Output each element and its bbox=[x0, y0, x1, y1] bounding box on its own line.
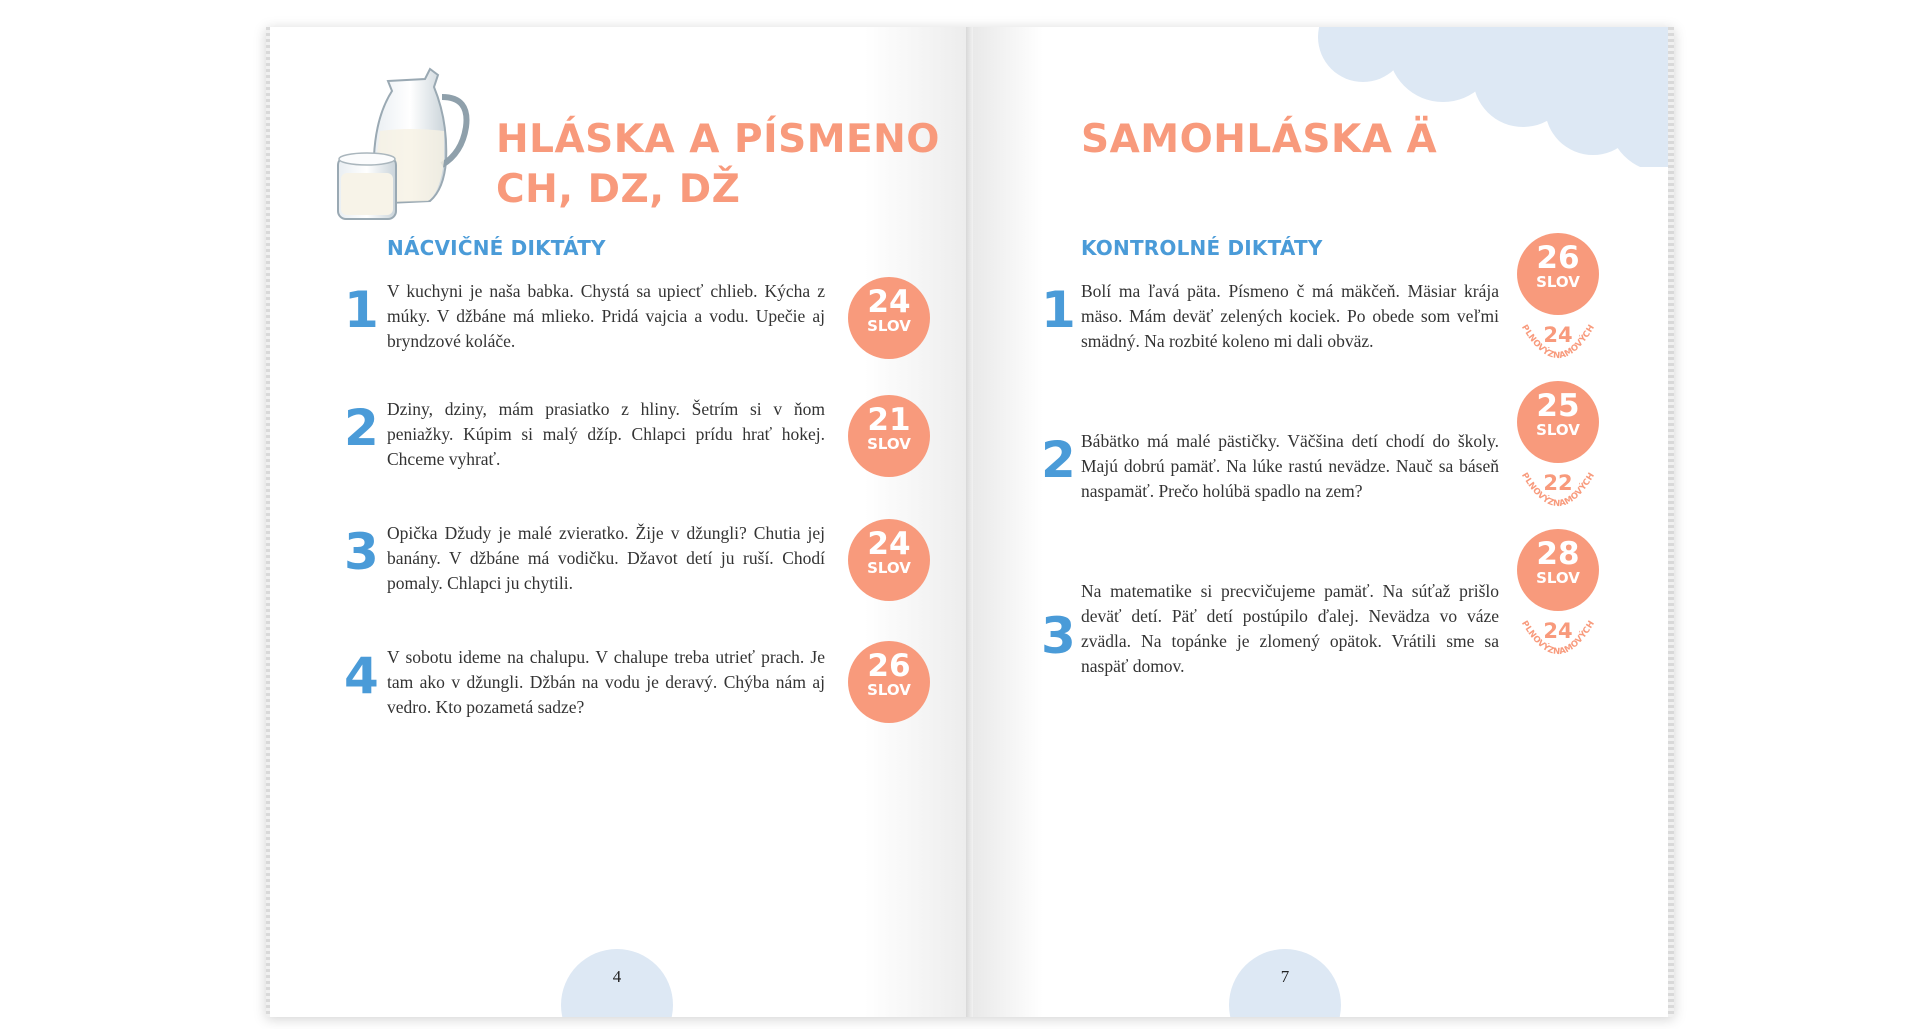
word-count-badge bbox=[1517, 381, 1599, 463]
dictation-text: Dziny, dziny, mám prasiatko z hliny. Šetrím si v ňom peniažky. Kúpim si malý džíp. Chlapci prídu hrať hokej. Chceme vyhrať. bbox=[387, 399, 825, 469]
page-edge-right bbox=[1668, 27, 1674, 1017]
word-count: 24 bbox=[867, 526, 911, 562]
svg-text:PLNOVÝZNAMOVÝCH bbox=[1519, 323, 1597, 361]
page-number: 7 bbox=[1280, 967, 1290, 986]
word-label: SLOV bbox=[867, 435, 911, 453]
page-title bbox=[496, 115, 940, 215]
dictation-number: 1 bbox=[344, 281, 379, 339]
dictation-number: 2 bbox=[344, 399, 379, 457]
word-count-badge bbox=[1517, 233, 1599, 315]
left-page bbox=[270, 27, 970, 1017]
word-count-badge bbox=[848, 277, 930, 359]
right-page bbox=[973, 27, 1673, 1017]
dictation-number: 4 bbox=[344, 647, 379, 705]
svg-text:PLNOVÝZNAMOVÝCH bbox=[1519, 619, 1597, 657]
dictation-number: 1 bbox=[1041, 281, 1076, 339]
dictation-text: Na matematike si precvičujeme pamäť. Na súťaž prišlo deväť detí. Päť detí postúpilo ďalej. Nevädza vo váze zvädla. Na topánke je zlomený opätok. Vrátili sme sa naspäť domov. bbox=[1081, 581, 1499, 676]
word-label: SLOV bbox=[1536, 569, 1580, 587]
section-subtitle: NÁCVIČNÉ DIKTÁTY bbox=[387, 236, 606, 260]
dictation-text: V kuchyni je naša babka. Chystá sa upiecť chlieb. Kýcha z múky. V džbáne má mlieko. Pridá vajcia a vodu. Upečie aj bryndzové koláče. bbox=[387, 281, 825, 351]
section-subtitle: KONTROLNÉ DIKTÁTY bbox=[1081, 236, 1323, 260]
word-count: 24 bbox=[867, 284, 911, 320]
dictation-text: Opička Džudy je malé zvieratko. Žije v džungli? Chutia jej banány. V džbáne má vodičku. Džavot detí ju ruší. Chodí pomaly. Chlapci ju chytili. bbox=[387, 523, 825, 593]
dictation-text: Bolí ma ľavá päta. Písmeno č má mäkčeň. Mäsiar krája mäso. Mám deväť zelených kociek. Po obede som veľmi smädný. Na rozbité koleno mi dali obväz. bbox=[1081, 281, 1499, 351]
book-gutter bbox=[966, 27, 973, 1017]
word-count-badge bbox=[848, 519, 930, 601]
dictation-number: 3 bbox=[344, 523, 379, 581]
word-count: 28 bbox=[1536, 536, 1580, 572]
plnovyznamovych-label: PLNOVÝZNAMOVÝCH bbox=[1519, 323, 1597, 362]
word-label: SLOV bbox=[867, 317, 911, 335]
plnovyznamovych-arc-label bbox=[1517, 321, 1599, 371]
dictation-text: V sobotu ideme na chalupu. V chalupe treba utrieť prach. Je tam ako v džungli. Džbán na vodu je deravý. Chýba nám aj vedro. Kto pozametá sadze? bbox=[387, 647, 825, 717]
dictation-number: 2 bbox=[1041, 431, 1076, 489]
plnovyznamovych-badge bbox=[1517, 321, 1599, 371]
word-label: SLOV bbox=[1536, 273, 1580, 291]
plnovyznamovych-label: PLNOVÝZNAMOVÝCH bbox=[1519, 619, 1597, 658]
plnovyznamovych-label: PLNOVÝZNAMOVÝCH bbox=[1519, 471, 1597, 510]
plnovyznamovych-count: 24 bbox=[1543, 323, 1573, 347]
book-spread bbox=[266, 27, 1674, 1017]
plnovyznamovych-badge bbox=[1517, 617, 1599, 667]
page-number: 4 bbox=[612, 967, 622, 986]
word-count-badge bbox=[1517, 529, 1599, 611]
word-label: SLOV bbox=[867, 559, 911, 577]
title-line-2: CH, DZ, DŽ bbox=[496, 167, 741, 212]
word-count: 26 bbox=[1536, 240, 1580, 276]
plnovyznamovych-badge bbox=[1517, 469, 1599, 519]
plnovyznamovych-arc-label bbox=[1517, 617, 1599, 667]
plnovyznamovych-arc-label bbox=[1517, 469, 1599, 519]
dictation-text: Bábätko má malé pästičky. Väčšina detí chodí do školy. Majú dobrú pamäť. Na lúke rastú nevädze. Nauč sa báseň naspamäť. Prečo holúbä spadlo na zem? bbox=[1081, 431, 1499, 501]
word-count: 25 bbox=[1536, 388, 1580, 424]
dictation-number: 3 bbox=[1041, 607, 1076, 665]
title-line-1: HLÁSKA A PÍSMENO bbox=[496, 117, 940, 162]
word-count: 21 bbox=[867, 402, 911, 438]
plnovyznamovych-count: 24 bbox=[1543, 619, 1573, 643]
word-count-badge bbox=[848, 641, 930, 723]
word-count-badge bbox=[848, 395, 930, 477]
plnovyznamovych-count: 22 bbox=[1543, 471, 1573, 495]
word-count: 26 bbox=[867, 648, 911, 684]
page-title: SAMOHLÁSKA Ä bbox=[1081, 117, 1438, 162]
milk-jug-illustration bbox=[330, 61, 480, 221]
word-label: SLOV bbox=[1536, 421, 1580, 439]
svg-text:PLNOVÝZNAMOVÝCH bbox=[1519, 471, 1597, 509]
word-label: SLOV bbox=[867, 681, 911, 699]
